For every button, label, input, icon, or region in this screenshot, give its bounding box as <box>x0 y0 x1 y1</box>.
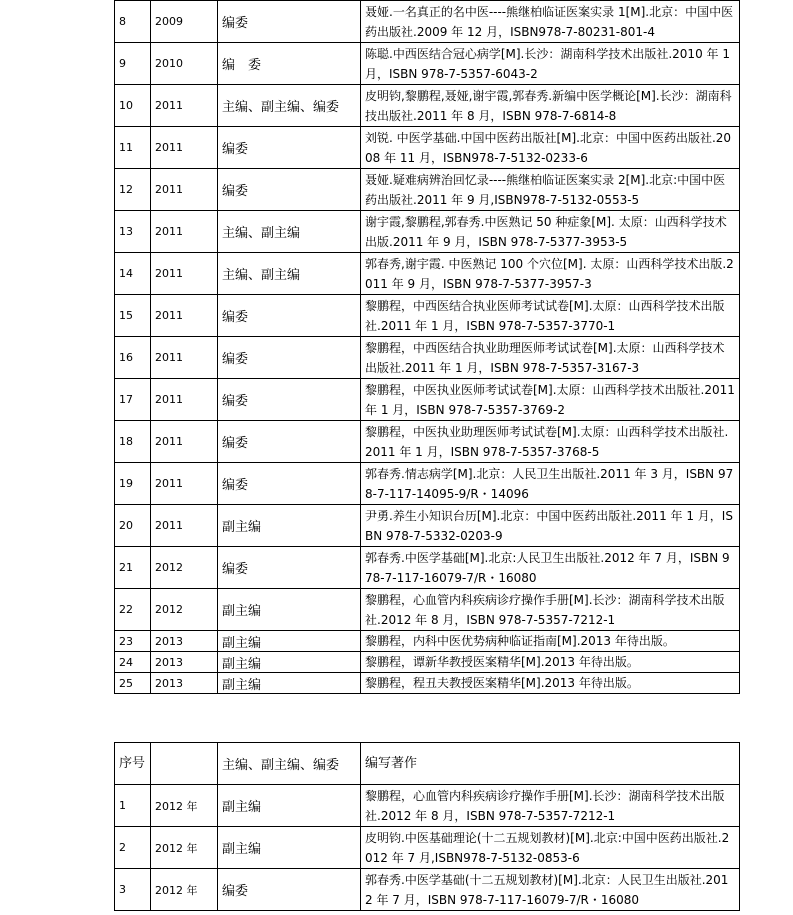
row-work: 郭春秀,谢宇霞. 中医熟记 100 个穴位[M]. 太原：山西科学技术出版.2011 年 9 月，ISBN 978-7-5377-3957-3 <box>361 253 740 295</box>
table-row <box>115 547 740 589</box>
row-year: 2011 <box>151 379 218 421</box>
table-row <box>115 85 740 127</box>
row-number: 23 <box>115 631 151 652</box>
row-year: 2012 年 <box>151 785 218 827</box>
row-role: 主编、副主编 <box>218 253 361 295</box>
header-year <box>151 743 218 785</box>
row-year: 2012 <box>151 547 218 589</box>
row-role: 编委 <box>218 463 361 505</box>
table-row <box>115 337 740 379</box>
row-role: 编委 <box>218 337 361 379</box>
table-row <box>115 253 740 295</box>
row-work: 聂娅.疑难病辨治回忆录----熊继柏临证医案实录 2[M].北京:中国中医药出版社.2011 年 9 月,ISBN978-7-5132-0553-5 <box>361 169 740 211</box>
row-number: 13 <box>115 211 151 253</box>
row-work: 陈聪.中西医结合冠心病学[M].长沙：湖南科学技术出版社.2010 年 1 月，ISBN 978-7-5357-6043-2 <box>361 43 740 85</box>
row-year: 2013 <box>151 631 218 652</box>
row-year: 2013 <box>151 673 218 694</box>
row-year: 2011 <box>151 127 218 169</box>
publications-table-2012 <box>114 742 740 911</box>
row-number: 21 <box>115 547 151 589</box>
table-row <box>115 169 740 211</box>
row-work: 黎鹏程，中医执业助理医师考试试卷[M].太原：山西科学技术出版社.2011 年 1 月，ISBN 978-7-5357-3768-5 <box>361 421 740 463</box>
table-row <box>115 505 740 547</box>
row-number: 15 <box>115 295 151 337</box>
row-role: 副主编 <box>218 785 361 827</box>
row-number: 2 <box>115 827 151 869</box>
row-work: 黎鹏程，内科中医优势病种临证指南[M].2013 年待出版。 <box>361 631 740 652</box>
row-work: 郭春秀.情志病学[M].北京：人民卫生出版社.2011 年 3 月，ISBN 978-7-117-14095-9/R・14096 <box>361 463 740 505</box>
row-work: 黎鹏程，谭新华教授医案精华[M].2013 年待出版。 <box>361 652 740 673</box>
row-number: 14 <box>115 253 151 295</box>
row-role: 副主编 <box>218 631 361 652</box>
row-number: 19 <box>115 463 151 505</box>
row-number: 16 <box>115 337 151 379</box>
row-number: 3 <box>115 869 151 911</box>
row-role: 副主编 <box>218 652 361 673</box>
header-role: 主编、副主编、编委 <box>218 743 361 785</box>
table-row <box>115 869 740 911</box>
table-row <box>115 785 740 827</box>
table-row <box>115 295 740 337</box>
row-role: 编委 <box>218 127 361 169</box>
row-number: 11 <box>115 127 151 169</box>
table-row <box>115 463 740 505</box>
table-row <box>115 421 740 463</box>
row-role: 编委 <box>218 547 361 589</box>
row-year: 2011 <box>151 421 218 463</box>
row-role: 副主编 <box>218 589 361 631</box>
row-year: 2009 <box>151 1 218 43</box>
table-row <box>115 127 740 169</box>
row-role: 副主编 <box>218 827 361 869</box>
row-role: 编委 <box>218 869 361 911</box>
row-number: 1 <box>115 785 151 827</box>
row-work: 谢宇霞,黎鹏程,郭春秀.中医熟记 50 种症象[M]. 太原：山西科学技术出版.2011 年 9 月，ISBN 978-7-5377-3953-5 <box>361 211 740 253</box>
row-year: 2013 <box>151 652 218 673</box>
row-year: 2011 <box>151 463 218 505</box>
row-work: 黎鹏程，中医执业医师考试试卷[M].太原：山西科学技术出版社.2011 年 1 月，ISBN 978-7-5357-3769-2 <box>361 379 740 421</box>
table-row <box>115 211 740 253</box>
row-number: 17 <box>115 379 151 421</box>
row-number: 10 <box>115 85 151 127</box>
row-work: 黎鹏程，心血管内科疾病诊疗操作手册[M].长沙：湖南科学技术出版社.2012 年 8 月，ISBN 978-7-5357-7212-1 <box>361 785 740 827</box>
table-row <box>115 379 740 421</box>
row-year: 2012 年 <box>151 869 218 911</box>
row-number: 24 <box>115 652 151 673</box>
header-work: 编写著作 <box>361 743 740 785</box>
row-year: 2011 <box>151 85 218 127</box>
row-work: 刘锐. 中医学基础.中国中医药出版社[M].北京：中国中医药出版社.2008 年 11 月，ISBN978-7-5132-0233-6 <box>361 127 740 169</box>
table-row <box>115 652 740 673</box>
row-role: 主编、副主编 <box>218 211 361 253</box>
row-work: 黎鹏程，中西医结合执业助理医师考试试卷[M].太原：山西科学技术出版社.2011 年 1 月，ISBN 978-7-5357-3167-3 <box>361 337 740 379</box>
row-role: 编 委 <box>218 43 361 85</box>
table-row <box>115 827 740 869</box>
row-year: 2011 <box>151 337 218 379</box>
row-work: 郭春秀.中医学基础(十二五规划教材)[M].北京：人民卫生出版社.2012 年 7 月，ISBN 978-7-117-16079-7/R・16080 <box>361 869 740 911</box>
row-number: 18 <box>115 421 151 463</box>
row-role: 副主编 <box>218 505 361 547</box>
row-work: 聂娅.一名真正的名中医----熊继柏临证医案实录 1[M].北京：中国中医药出版社.2009 年 12 月，ISBN978-7-80231-801-4 <box>361 1 740 43</box>
row-year: 2011 <box>151 253 218 295</box>
row-role: 编委 <box>218 421 361 463</box>
row-year: 2011 <box>151 169 218 211</box>
table-row <box>115 43 740 85</box>
table-row <box>115 673 740 694</box>
table-row <box>115 1 740 43</box>
row-number: 25 <box>115 673 151 694</box>
row-role: 编委 <box>218 1 361 43</box>
row-work: 郭春秀.中医学基础[M].北京:人民卫生出版社.2012 年 7 月，ISBN 978-7-117-16079-7/R・16080 <box>361 547 740 589</box>
row-work: 尹勇.养生小知识台历[M].北京：中国中医药出版社.2011 年 1 月，ISBN 978-7-5332-0203-9 <box>361 505 740 547</box>
row-number: 8 <box>115 1 151 43</box>
table-header-row <box>115 743 740 785</box>
row-role: 编委 <box>218 169 361 211</box>
row-number: 20 <box>115 505 151 547</box>
table-row <box>115 589 740 631</box>
row-role: 编委 <box>218 295 361 337</box>
row-work: 皮明钧,黎鹏程,聂娅,谢宇霞,郭春秀.新编中医学概论[M].长沙：湖南科技出版社.2011 年 8 月，ISBN 978-7-6814-8 <box>361 85 740 127</box>
row-role: 副主编 <box>218 673 361 694</box>
publications-table-continued <box>114 0 740 694</box>
row-work: 黎鹏程，中西医结合执业医师考试试卷[M].太原：山西科学技术出版社.2011 年 1 月，ISBN 978-7-5357-3770-1 <box>361 295 740 337</box>
row-year: 2012 <box>151 589 218 631</box>
row-year: 2010 <box>151 43 218 85</box>
row-role: 主编、副主编、编委 <box>218 85 361 127</box>
row-number: 12 <box>115 169 151 211</box>
publications-table-body <box>115 1 740 694</box>
row-year: 2011 <box>151 211 218 253</box>
row-work: 黎鹏程，心血管内科疾病诊疗操作手册[M].长沙：湖南科学技术出版社.2012 年 8 月，ISBN 978-7-5357-7212-1 <box>361 589 740 631</box>
row-year: 2011 <box>151 505 218 547</box>
row-role: 编委 <box>218 379 361 421</box>
row-work: 黎鹏程，程丑夫教授医案精华[M].2013 年待出版。 <box>361 673 740 694</box>
row-year: 2012 年 <box>151 827 218 869</box>
table-row <box>115 631 740 652</box>
row-number: 9 <box>115 43 151 85</box>
row-work: 皮明钧.中医基础理论(十二五规划教材)[M].北京:中国中医药出版社.2012 年 7 月,ISBN978-7-5132-0853-6 <box>361 827 740 869</box>
row-year: 2011 <box>151 295 218 337</box>
publications-table-2012-body <box>115 743 740 911</box>
row-number: 22 <box>115 589 151 631</box>
header-number: 序号 <box>115 743 151 785</box>
